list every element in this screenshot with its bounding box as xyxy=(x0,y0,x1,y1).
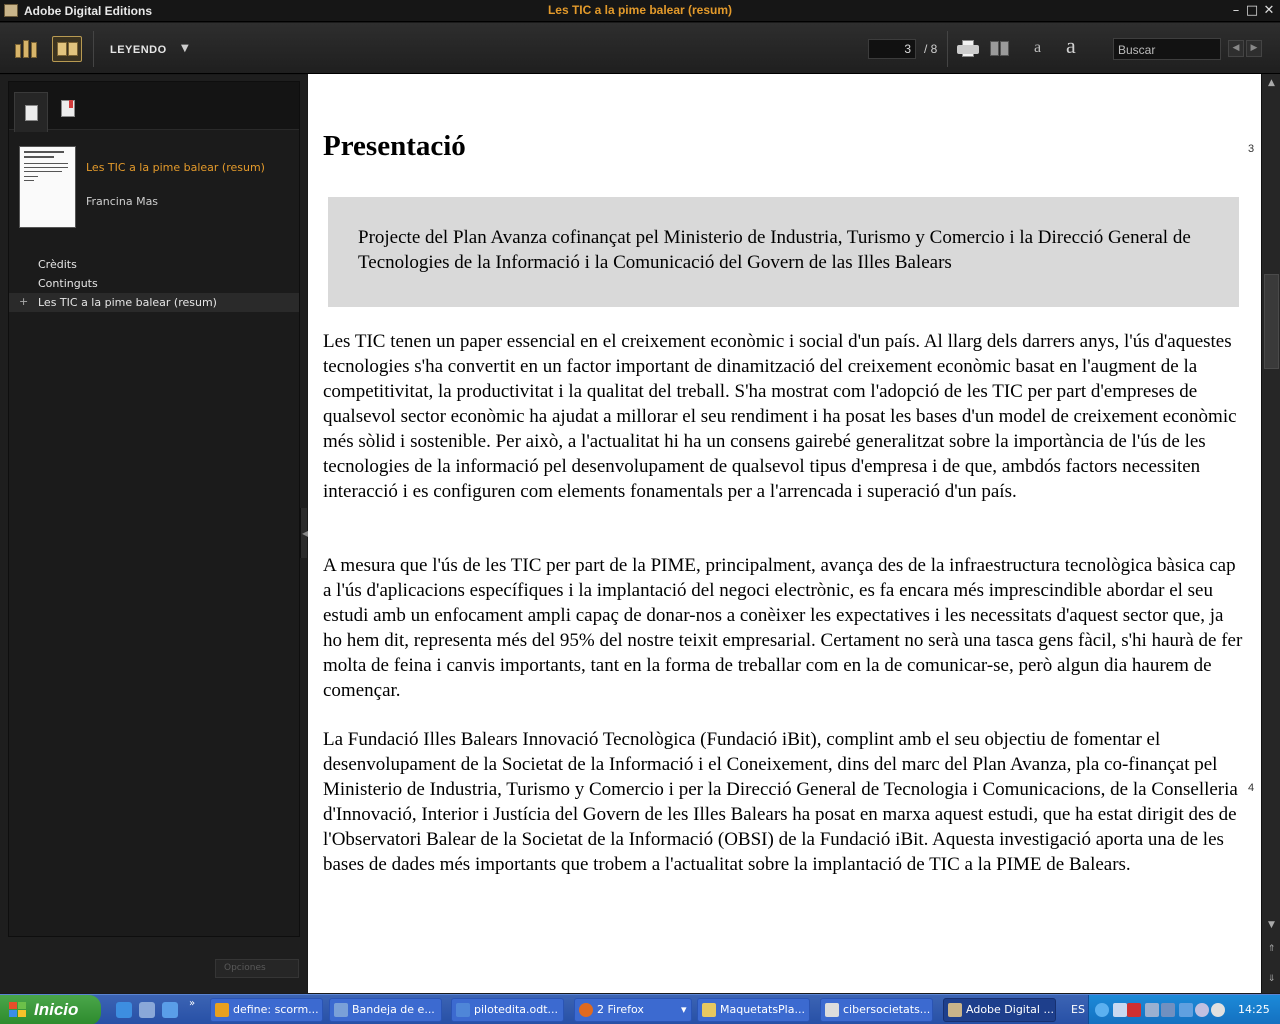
taskbar-item-active[interactable] xyxy=(943,998,1056,1022)
maximize-button[interactable]: □ xyxy=(1245,3,1259,18)
book-title[interactable]: Les TIC a la pime balear (resum) xyxy=(86,161,265,174)
page-marker: 4 xyxy=(1248,782,1255,794)
clock[interactable]: 14:25 xyxy=(1238,1003,1270,1016)
toolbar-divider xyxy=(947,31,948,67)
vertical-scrollbar[interactable] xyxy=(1261,74,1280,993)
browser-icon[interactable] xyxy=(162,1002,178,1018)
taskbar-item-label: cibersocietats... xyxy=(843,1003,931,1016)
increase-font-button[interactable]: a xyxy=(1066,33,1076,58)
chrome-icon xyxy=(215,1003,229,1017)
highlight-box xyxy=(328,197,1239,307)
update-icon[interactable] xyxy=(1211,1003,1225,1017)
reading-view-icon[interactable] xyxy=(52,36,82,62)
toc-item-contents[interactable] xyxy=(9,274,299,293)
paragraph: La Fundació Illes Balears Innovació Tecnològica (Fundació iBit), complint amb el seu objectiu de fomentar el desenvolupament de la Societat de la Informació i el Coneixement, dins del marc del Plan Avanza, pla co-finançat pel Ministerio de Industria, Turismo y Comercio i per la Direcció General de Tecnologia i Comunicacions, de la Conselleria d'Innovació, Interior i Justícia del Govern de les Illes Balears ha posat en marxa aquest estudi, que ha estat dirigit des de l'Observatori Balear de la Societat de la Informació (OBSI) de la Fundació iBit. Aquesta investigació aporta una de les bases de dades més importants que trobem a l'actualitat sobre la implantació de TIC a la PIME de Balears. xyxy=(323,729,1238,875)
sidebar-collapse-handle[interactable] xyxy=(300,508,307,558)
taskbar-item-label: 2 Firefox xyxy=(597,1003,644,1016)
sync-icon[interactable] xyxy=(1195,1003,1209,1017)
tools-icon[interactable] xyxy=(1145,1003,1159,1017)
page-number-input[interactable]: 3 xyxy=(868,39,916,59)
toc-item-credits[interactable] xyxy=(9,255,299,274)
app-icon xyxy=(948,1003,962,1017)
print-icon[interactable] xyxy=(957,40,979,58)
taskbar-item[interactable] xyxy=(697,998,810,1022)
minimize-button[interactable]: – xyxy=(1232,3,1240,18)
scroll-up-icon[interactable]: ▲ xyxy=(1268,78,1275,88)
toolbar-divider xyxy=(93,31,94,67)
page-title: Presentació xyxy=(323,130,466,162)
sidebar-content xyxy=(8,81,300,937)
toolbar xyxy=(0,23,1280,74)
search-input[interactable]: Buscar xyxy=(1113,38,1221,60)
antivirus-icon[interactable] xyxy=(1127,1003,1141,1017)
page-up-icon[interactable]: ⇑ xyxy=(1267,944,1276,954)
sidebar-tabs xyxy=(9,82,299,130)
taskbar-item-label: Adobe Digital ... xyxy=(966,1003,1054,1016)
dropbox-icon[interactable] xyxy=(1179,1003,1193,1017)
sidebar xyxy=(0,75,307,993)
page-total: / 8 xyxy=(924,42,938,56)
start-label: Inicio xyxy=(34,1000,79,1019)
internet-explorer-icon[interactable] xyxy=(116,1002,132,1018)
tray-arrow-icon[interactable] xyxy=(1095,1003,1109,1017)
document-page xyxy=(308,74,1261,993)
library-view-icon[interactable] xyxy=(14,38,40,60)
network-icon[interactable] xyxy=(1113,1003,1127,1017)
mail-icon xyxy=(334,1003,348,1017)
scroll-down-icon[interactable]: ▼ xyxy=(1268,920,1275,930)
window-doc-title: Les TIC a la pime balear (resum) xyxy=(547,3,733,17)
toc-item-label: Crèdits xyxy=(38,258,77,271)
search-next-button[interactable]: ▶ xyxy=(1246,40,1262,57)
taskbar-item-label: MaquetatsPla... xyxy=(720,1003,805,1016)
toc-item-label: Continguts xyxy=(38,277,98,290)
expand-icon[interactable]: + xyxy=(19,295,29,308)
taskbar xyxy=(0,994,1280,1024)
folder-icon xyxy=(702,1003,716,1017)
options-button[interactable]: Opciones xyxy=(215,959,299,978)
highlight-text: Projecte del Plan Avanza cofinançat pel Ministerio de Industria, Turismo y Comercio i la Direcció General de Tecnologies de la Informació i la Comunicació del Govern de las Illes Balears xyxy=(358,227,1191,273)
decrease-font-button[interactable]: a xyxy=(1034,39,1042,56)
book-author: Francina Mas xyxy=(86,195,159,208)
search-prev-button[interactable]: ◀ xyxy=(1228,40,1244,57)
taskbar-item-label: pilotedita.odt... xyxy=(474,1003,559,1016)
book-cover-thumbnail[interactable] xyxy=(19,146,76,228)
taskbar-item[interactable] xyxy=(820,998,933,1022)
language-indicator[interactable]: ES xyxy=(1071,1003,1085,1016)
taskbar-item-label: define: scorm... xyxy=(233,1003,319,1016)
bookmark-icon[interactable] xyxy=(61,100,75,117)
scrollbar-thumb[interactable] xyxy=(1264,274,1279,369)
paragraph: A mesura que l'ús de les TIC per part de la PIME, principalment, avança des de la infraestructura tecnològica bàsica cap a l'ús d'aplicacions específiques i la implantació del negoci electrònic, es fa encara més imprescindible abordar el seu estudi amb un enfocament ampli capaç de donar-nos a conèixer les expectatives i les necessitats d'aquest sector que, ja ho hem dit, representa més del 95% del nostre teixit empresarial. Certament no serà una tasca gens fàcil, s'hi haurà de fer molta de feina i canvis importants, tant en la forma de treballar com en la de comunicar-se, però algun dia haurem de començar. xyxy=(323,555,1243,701)
paragraph: Les TIC tenen un paper essencial en el creixement econòmic i social d'un país. Al llarg dels darrers anys, l'ús d'aquestes tecnologies s'ha convertit en un factor important de dinamització del creixement econòmic basat en l'augment de la competitivitat, la productivitat i la qualitat del treball. S'ha mostrat com l'adopció de les TIC per part d'empreses de qualsevol sector econòmic ha ajudat a millorar el seu rendiment i ha posat les bases d'un model de creixement econòmic més sòlid i sostenible. Per això, a l'actualitat hi ha un consens gairebé generalitzat sobre la importància de l'ús de les tecnologies de la informació pel desenvolupament de qualsevol tipus d'empresa i de que, ambdós factors necessiten interacció i es configuren com elements fonamentals per a l'arrencada i superació d'un país. xyxy=(323,331,1237,502)
tab-table-of-contents[interactable] xyxy=(14,92,48,132)
email-client-icon[interactable] xyxy=(139,1002,155,1018)
chevron-down-icon: ▾ xyxy=(681,1003,687,1016)
toc-item-main-chapter[interactable] xyxy=(9,293,299,312)
app-name: Adobe Digital Editions xyxy=(24,4,152,18)
quicklaunch-more-icon[interactable]: » xyxy=(189,998,196,1009)
title-bar xyxy=(0,0,1280,22)
taskbar-item[interactable] xyxy=(329,998,442,1022)
document-icon xyxy=(25,105,38,121)
taskbar-item[interactable] xyxy=(210,998,323,1022)
chevron-down-icon[interactable]: ▼ xyxy=(181,43,189,54)
firefox-icon xyxy=(579,1003,593,1017)
image-viewer-icon xyxy=(825,1003,839,1017)
page-marker: 3 xyxy=(1248,143,1255,155)
windows-flag-icon xyxy=(9,1002,27,1018)
taskbar-item[interactable] xyxy=(451,998,564,1022)
mode-label[interactable]: LEYENDO xyxy=(110,44,167,56)
page-view-icon[interactable] xyxy=(989,39,1011,59)
page-down-icon[interactable]: ⇓ xyxy=(1267,974,1276,984)
chevron-left-icon: ◀ xyxy=(302,529,309,538)
start-button[interactable] xyxy=(0,995,101,1024)
taskbar-item[interactable] xyxy=(574,998,692,1022)
taskbar-item-label: Bandeja de e... xyxy=(352,1003,435,1016)
toc-item-label: Les TIC a la pime balear (resum) xyxy=(38,296,217,309)
settings-icon[interactable] xyxy=(1161,1003,1175,1017)
document-icon xyxy=(456,1003,470,1017)
close-button[interactable]: ✕ xyxy=(1263,3,1275,18)
